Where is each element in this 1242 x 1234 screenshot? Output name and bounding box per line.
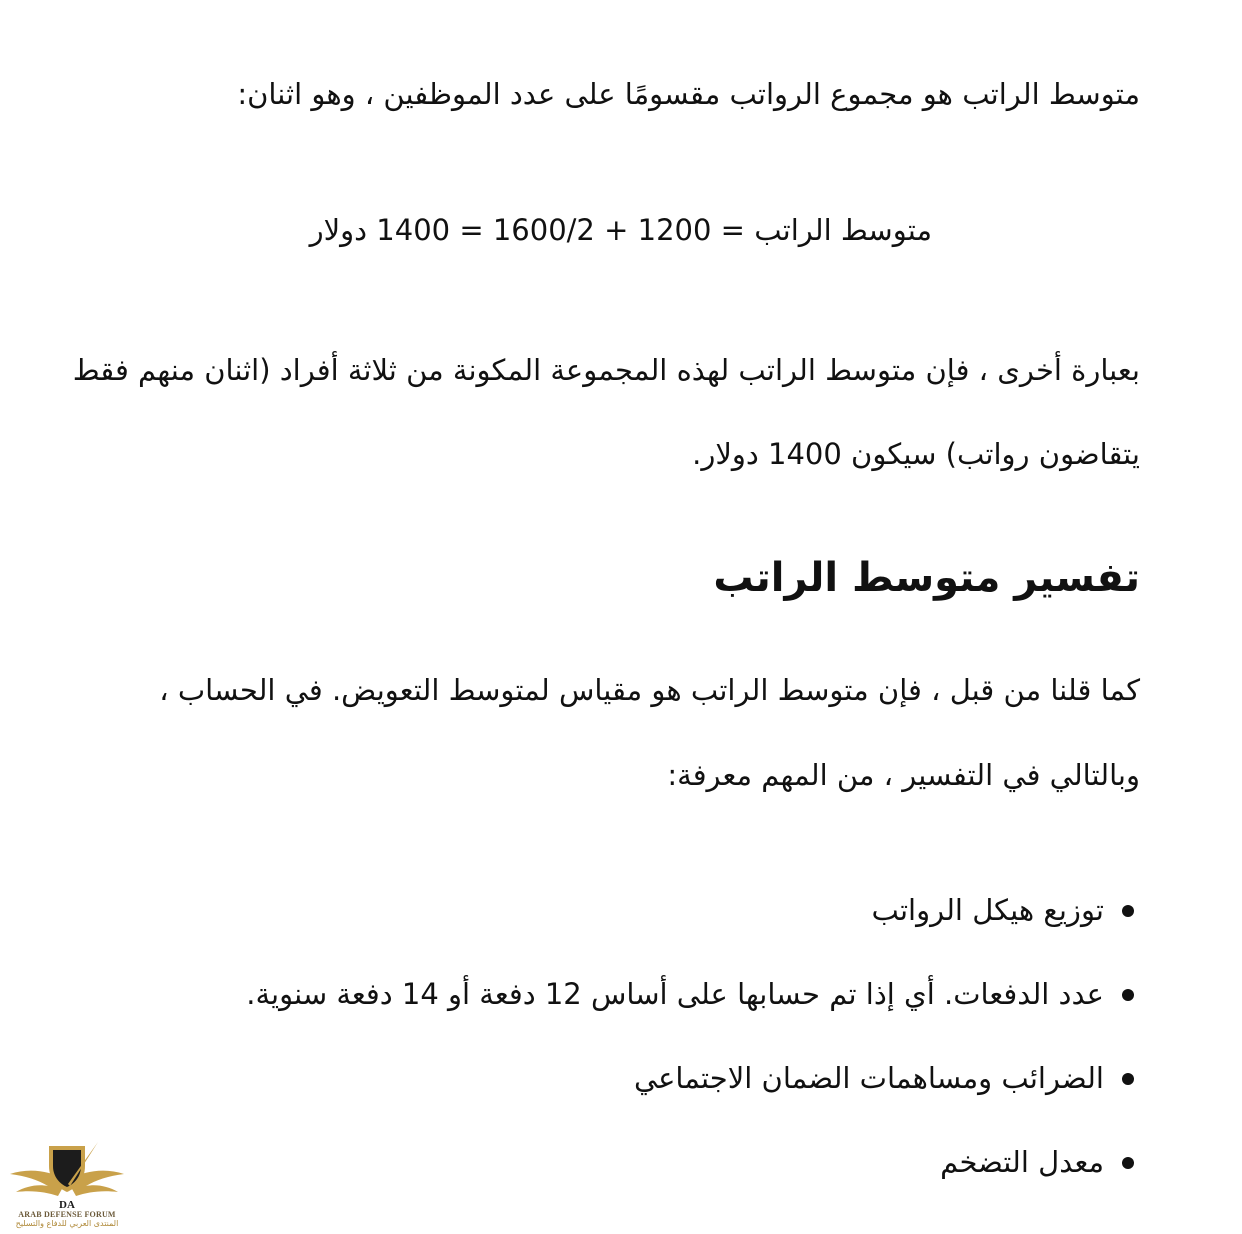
list-item — [246, 1058, 1140, 1142]
interpretation-text-line-2: وبالتالي في التفسير ، من المهم معرفة: — [667, 758, 1140, 792]
interpretation-text-line-1: كما قلنا من قبل ، فإن متوسط الراتب هو مقياس لمتوسط التعويض. في الحساب ، — [159, 673, 1140, 707]
example-text-line-1: بعبارة أخرى ، فإن متوسط الراتب لهذه المجموعة المكونة من ثلاثة أفراد (اثنان منهم فقط — [72, 353, 1140, 387]
list-item — [246, 890, 1140, 974]
example-text-line-2: يتقاضون رواتب) سيكون 1400 دولار. — [692, 437, 1140, 471]
arab-defense-forum-logo — [8, 1140, 126, 1230]
list-item-text: توزيع هيكل الرواتب — [871, 893, 1104, 927]
svg-text:DA: DA — [59, 1199, 75, 1210]
logo-name-en: ARAB DEFENSE FORUM — [18, 1210, 116, 1219]
logo-name-ar: المنتدى العربي للدفاع والتسليح — [15, 1219, 119, 1228]
list-item-text: معدل التضخم — [940, 1145, 1104, 1179]
list-item-text: الضرائب ومساهمات الضمان الاجتماعي — [633, 1061, 1104, 1095]
shield-wings-icon — [8, 1140, 126, 1210]
intro-text: متوسط الراتب هو مجموع الرواتب مقسومًا على عدد الموظفين ، وهو اثنان: — [237, 77, 1140, 111]
list-item — [246, 974, 1140, 1058]
bullet-icon — [1122, 989, 1134, 1001]
list-item-text: عدد الدفعات. أي إذا تم حسابها على أساس 12 دفعة أو 14 دفعة سنوية. — [246, 977, 1104, 1011]
list-item — [246, 1142, 1140, 1226]
salary-formula: متوسط الراتب = 1200 + 1600/2 = 1400 دولار — [309, 213, 932, 247]
bullet-icon — [1122, 1157, 1134, 1169]
factor-list — [246, 890, 1140, 1226]
bullet-icon — [1122, 1073, 1134, 1085]
section-heading: تفسير متوسط الراتب — [713, 555, 1140, 601]
bullet-icon — [1122, 905, 1134, 917]
